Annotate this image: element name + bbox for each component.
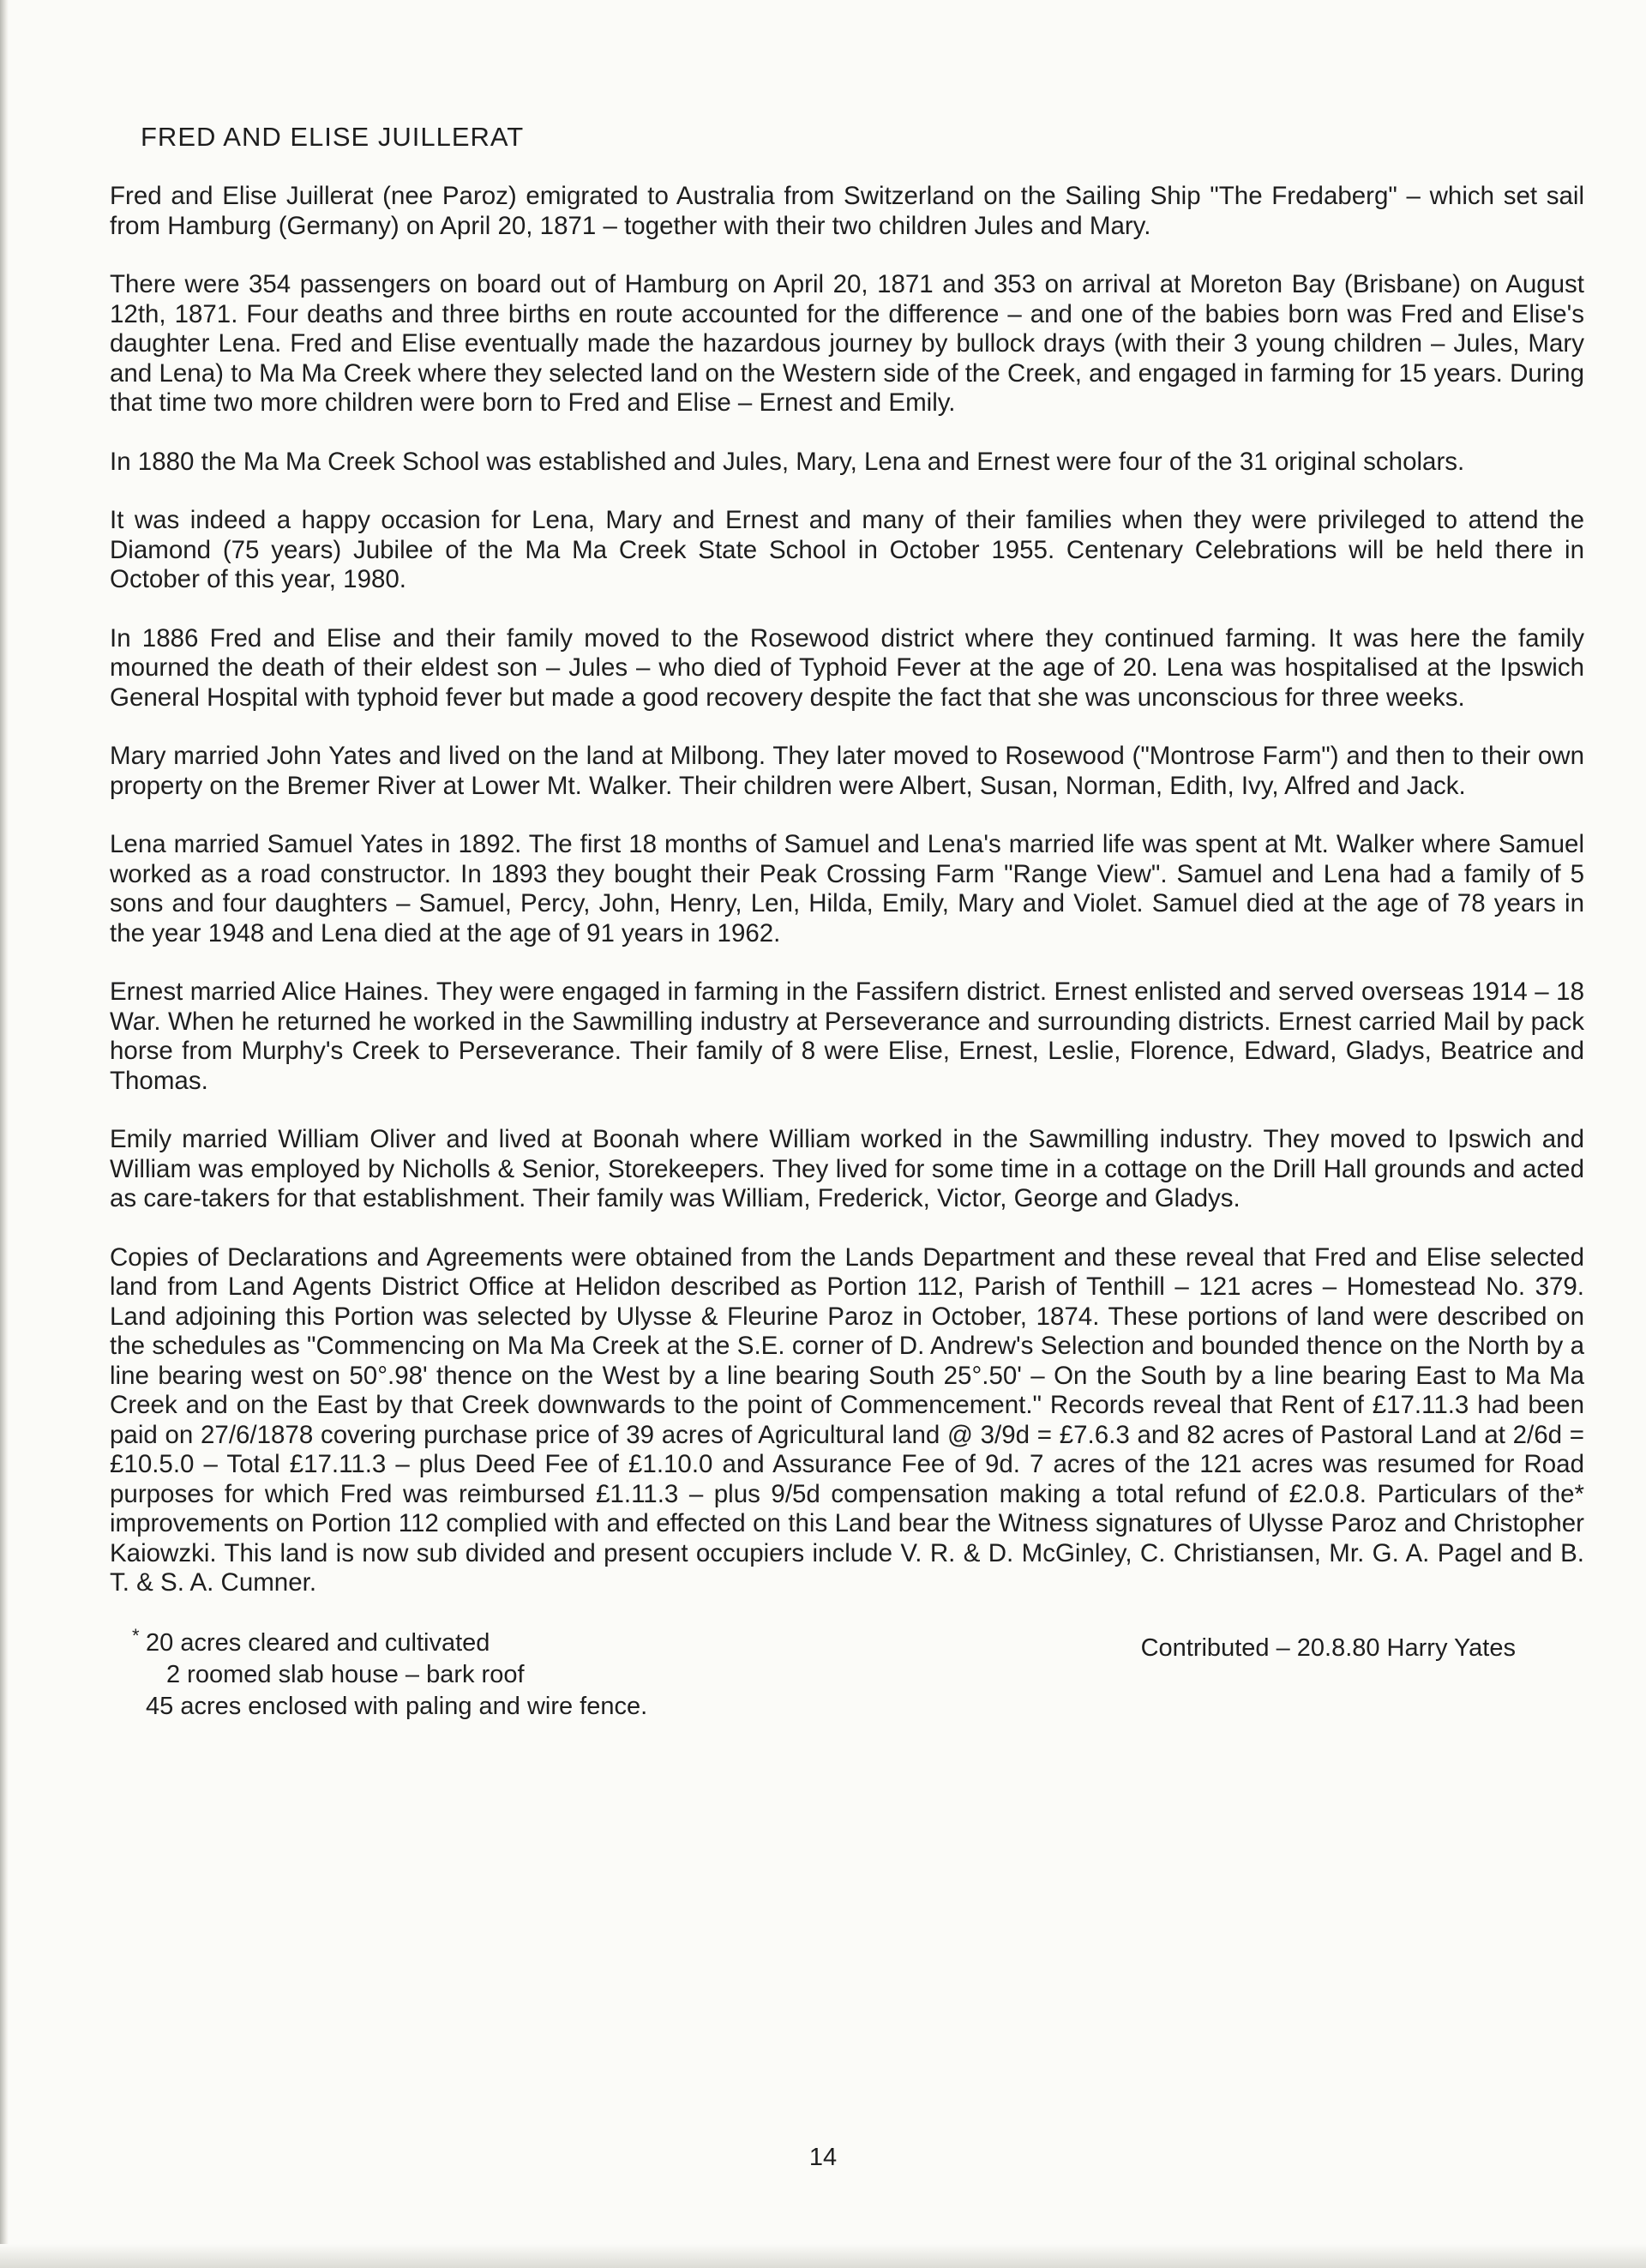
paragraph-ernest: Ernest married Alice Haines. They were engaged in farming in the Fassifern district. Ernest enlisted and served overseas 1914 – 18 War. When he returned he worked in the Sawmilling industry at Perseverance and surrounding districts. Ernest carried Mail by pack horse from Murphy's Creek to Perseverance. Their family of 8 were Elise, Ernest, Leslie, Florence, Edward, Gladys, Beatrice and Thomas. (110, 978, 1584, 1095)
page-bottom-shadow (0, 2244, 1646, 2268)
paragraph-rosewood: In 1886 Fred and Elise and their family moved to the Rosewood district where they continued farming. It was here the family mourned the death of their eldest son – Jules – who died of Typhoid Fever at the age of 20. Lena was hospitalised at the Ipswich General Hospital with typhoid fever but made a good recovery despite the fact that she was unconscious for three weeks. (110, 623, 1584, 712)
paragraph-emily: Emily married William Oliver and lived at Boonah where William worked in the Sawmilling industry. They moved to Ipswich and William was employed by Nicholls & Senior, Storekeepers. They lived for some time in a cottage on the Drill Hall grounds and acted as care-takers for that establishment. Their family was William, Frederick, Victor, George and Gladys. (110, 1125, 1584, 1212)
paragraph-lena: Lena married Samuel Yates in 1892. The first 18 months of Samuel and Lena's married life was spent at Mt. Walker where Samuel worked as a road constructor. In 1893 they bought their Peak Crossing Farm "Range View". Samuel and Lena had a family of 5 sons and four daughters – Samuel, Percy, John, Henry, Len, Hilda, Emily, Mary and Violet. Samuel died at the age of 78 years in the year 1948 and Lena died at the age of 91 years in 1962. (110, 830, 1584, 948)
paragraph-voyage: There were 354 passengers on board out of Hamburg on April 20, 1871 and 353 on arrival at Moreton Bay (Brisbane) on August 12th, 1871. Four deaths and three births en route accounted for the difference – and one of the babies born was Fred and Elise's daughter Lena. Fred and Elise eventually made the hazardous journey by bullock drays (with their 3 young children – Jules, Mary and Lena) to Ma Ma Creek where they selected land on the Western side of the Creek, and engaged in farming for 15 years. During that time two more children were born to Fred and Elise – Ernest and Emily. (110, 270, 1584, 417)
footnote-marker: * (132, 1624, 140, 1646)
paragraph-emigration: Fred and Elise Juillerat (nee Paroz) emigrated to Australia from Switzerland on the Sailing Ship "The Fredaberg" – which set sail from Hamburg (Germany) on April 20, 1871 – together with their two children Jules and Mary. (110, 182, 1584, 240)
footer-row (110, 1624, 1584, 1730)
paragraph-land-records: Copies of Declarations and Agreements were obtained from the Lands Department and these reveal that Fred and Elise selected land from Land Agents District Office at Helidon described as Portion 112, Parish of Tenthill – 121 acres – Homestead No. 379. Land adjoining this Portion was selected by Ulysse & Fleurine Paroz in October, 1874. These portions of land were described on the schedules as "Commencing on Ma Ma Creek at the S.E. corner of D. Andrew's Selection and bounded thence on the North by a line bearing west on 50°.98' thence on the West by a line bearing South 25°.50' – On the South by a line bearing East to Ma Ma Creek and on the East by that Creek downwards to the point of Commencement." Records reveal that Rent of £17.11.3 had been paid on 27/6/1878 covering purchase price of 39 acres of Agricultural land @ 3/9d = £7.6.3 and 82 acres of Pastoral Land at 2/6d = £10.5.0 – Total £17.11.3 – plus Deed Fee of £1.10.0 and Assurance Fee of 9d. 7 acres of the 121 acres was resumed for Road purposes for which Fred was reimbursed £1.11.3 – plus 9/5d compensation making a total refund of £2.0.8. Particulars of the* improvements on Portion 112 complied with and effected on this Land bear the Witness signatures of Ulysse Paroz and Christopher Kaiowzki. This land is now sub divided and present occupiers include V. R. & D. McGinley, C. Christiansen, Mr. G. A. Pagel and B. T. & S. A. Cumner. (110, 1242, 1584, 1597)
page-number: 14 (808, 2144, 838, 2171)
article (110, 122, 1584, 1730)
footnote-line: 2 roomed slab house – bark roof (166, 1660, 525, 1688)
paragraph-jubilee: It was indeed a happy occasion for Lena, Mary and Ernest and many of their families when they were privileged to attend the Diamond (75 years) Jubilee of the Ma Ma Creek State School in October 1955. Centenary Celebrations will be held there in October of this year, 1980. (110, 506, 1584, 593)
footnote-line: 45 acres enclosed with paling and wire fence. (146, 1692, 648, 1720)
paragraph-mary: Mary married John Yates and lived on the land at Milbong. They later moved to Rosewood ("Montrose Farm") and then to their own property on the Bremer River at Lower Mt. Walker. Their children were Albert, Susan, Norman, Edith, Ivy, Alfred and Jack. (110, 742, 1584, 800)
footnote (132, 1624, 648, 1723)
paragraph-school: In 1880 the Ma Ma Creek School was established and Jules, Mary, Lena and Ernest were four of the 31 original scholars. (110, 447, 1465, 476)
page-binding-edge (0, 0, 9, 2268)
contributor-credit: Contributed – 20.8.80 Harry Yates (1140, 1633, 1516, 1662)
footnote-line: 20 acres cleared and cultivated (146, 1628, 490, 1657)
article-title: FRED AND ELISE JUILLERAT (141, 122, 525, 152)
